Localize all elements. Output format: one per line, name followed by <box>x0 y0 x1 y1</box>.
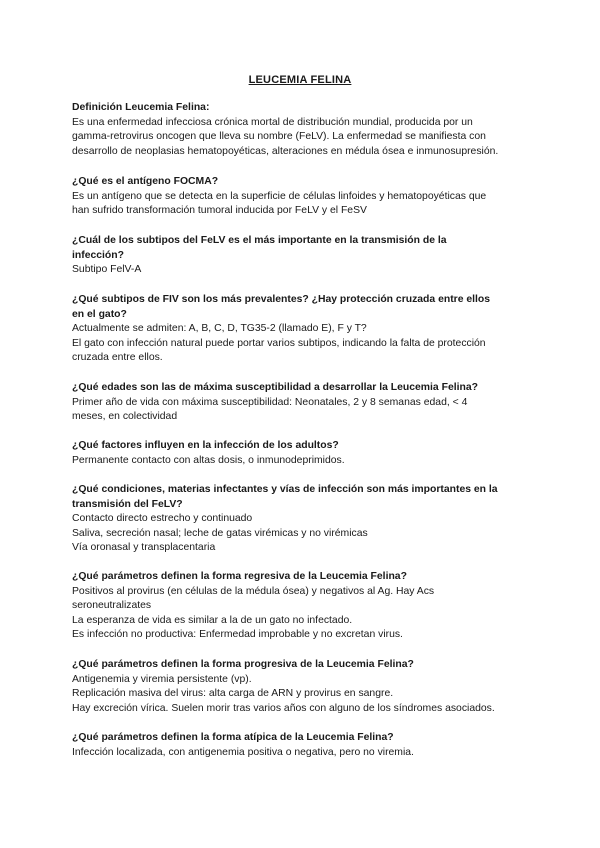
section-text-line: cruzada entre ellos. <box>72 352 163 364</box>
section-heading: ¿Qué parámetros definen la forma regresiva de la Leucemia Felina? <box>72 571 407 582</box>
section-text-line: Replicación masiva del virus: alta carga de ARN y provirus en sangre. <box>72 688 394 700</box>
section-text-line: seroneutralizates <box>72 600 152 612</box>
document-title: LEUCEMIA FELINA <box>248 74 352 86</box>
section-text-line: Actualmente se admiten: A, B, C, D, TG35-2 (llamado E), F y T? <box>72 323 367 335</box>
section-text-line: Es infección no productiva: Enfermedad improbable y no excretan virus. <box>72 629 403 641</box>
section-text-line: gamma-retrovirus oncogen que lleva su nombre (FeLV). La enfermedad se manifiesta con <box>72 131 486 143</box>
section-text-line: El gato con infección natural puede portar varios subtipos, indicando la falta de protección <box>72 337 486 349</box>
section-heading: infección? <box>72 249 124 261</box>
section-heading: Definición Leucemia Felina: <box>72 102 210 113</box>
section-text-line: Saliva, secreción nasal; leche de gatas virémicas y no virémicas <box>72 527 368 539</box>
section-heading: ¿Qué es el antígeno FOCMA? <box>72 176 219 187</box>
section-text-line: Hay excreción vírica. Suelen morir tras varios años con alguno de los síndromes asociados. <box>72 702 495 714</box>
section-text-line: Contacto directo estrecho y continuado <box>72 513 253 525</box>
section-text-line: meses, en colectividad <box>72 411 178 423</box>
section-text-line: desarrollo de neoplasias hematopoyéticas, alteraciones en médula ósea e inmunosupresión. <box>72 145 499 157</box>
section-text-line: Antigenemia y viremia persistente (vp). <box>72 673 252 685</box>
section-heading: ¿Qué parámetros definen la forma atípica de la Leucemia Felina? <box>72 732 394 743</box>
section-heading: ¿Qué factores influyen en la infección de los adultos? <box>72 440 339 451</box>
section-forma-progresiva <box>72 658 542 716</box>
section-text-line: Positivos al provirus (en células de la médula ósea) y negativos al Ag. Hay Acs <box>72 585 435 597</box>
section-factores <box>72 439 542 468</box>
section-heading: transmisión del FeLV? <box>72 498 183 510</box>
section-subtipos-fiv <box>72 293 542 366</box>
section-text-line: Permanente contacto con altas dosis, o inmunodeprimidos. <box>72 454 345 466</box>
section-definicion <box>72 101 542 159</box>
section-heading: en el gato? <box>72 308 127 320</box>
section-text-line: Subtipo FelV-A <box>72 264 142 276</box>
section-heading: ¿Cuál de los subtipos del FeLV es el más importante en la transmisión de la <box>72 235 447 246</box>
section-text-line: Vía oronasal y transplacentaria <box>72 542 216 554</box>
section-heading: ¿Qué subtipos de FIV son los más prevalentes? ¿Hay protección cruzada entre ellos <box>72 294 491 305</box>
section-text-line: Primer año de vida con máxima susceptibilidad: Neonatales, 2 y 8 semanas edad, < 4 <box>72 396 468 408</box>
section-subtipos-felv <box>72 234 542 278</box>
section-condiciones <box>72 483 542 556</box>
section-forma-atipica <box>72 731 542 760</box>
section-text-line: Es una enfermedad infecciosa crónica mortal de distribución mundial, producida por un <box>72 116 473 128</box>
section-focma <box>72 175 542 219</box>
section-text-line: Es un antígeno que se detecta en la superficie de células linfoides y hematopoyéticas que <box>72 190 487 202</box>
section-text-line: Infección localizada, con antigenemia positiva o negativa, pero no viremia. <box>72 746 414 758</box>
section-heading: ¿Qué edades son las de máxima susceptibilidad a desarrollar la Leucemia Felina? <box>72 382 478 393</box>
section-heading: ¿Qué parámetros definen la forma progresiva de la Leucemia Felina? <box>72 659 414 670</box>
section-heading: ¿Qué condiciones, materias infectantes y vías de infección son más importantes en la <box>72 484 498 495</box>
section-text-line: han sufrido transformación tumoral inducida por FeLV y el FeSV <box>72 205 367 217</box>
section-edades <box>72 381 542 425</box>
section-forma-regresiva <box>72 570 542 643</box>
section-text-line: La esperanza de vida es similar a la de un gato no infectado. <box>72 614 353 626</box>
